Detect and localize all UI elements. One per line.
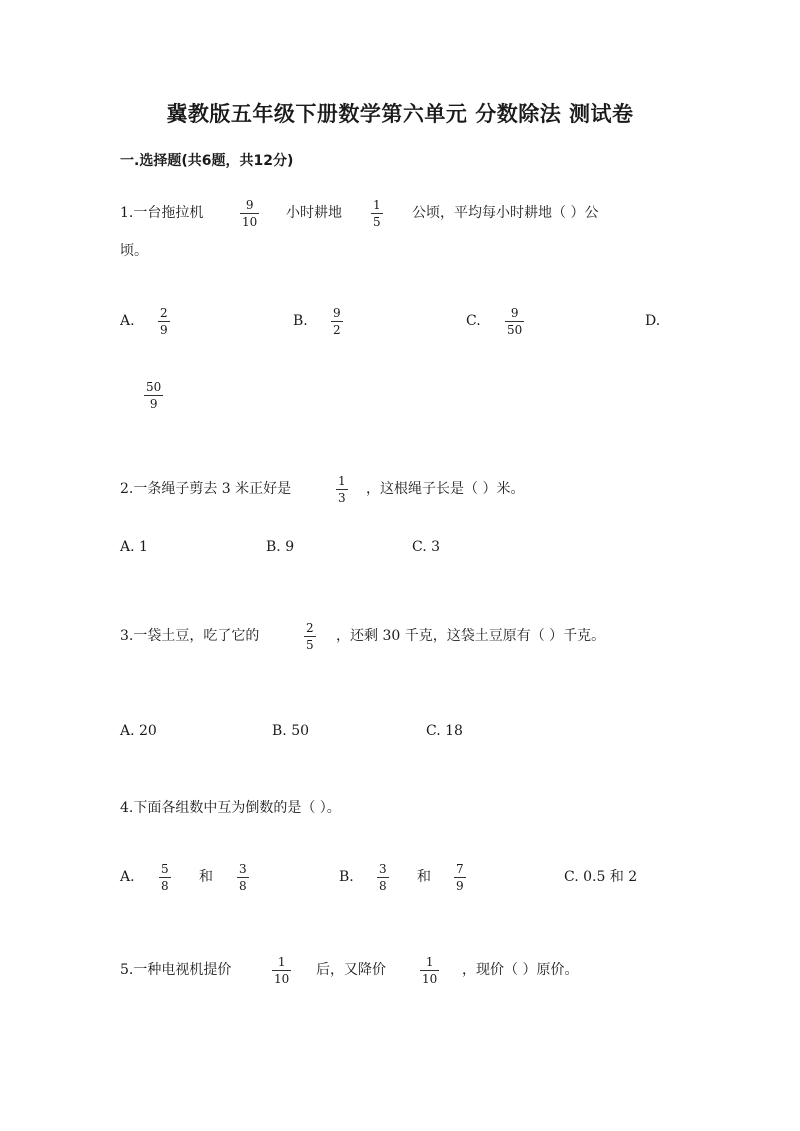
q5-fraction-1: 1 10 <box>274 955 290 986</box>
q2-text-2: ，这根绳子长是（ ）米。 <box>366 481 525 497</box>
q2-option-c: C. 3 <box>412 539 441 555</box>
q2-fraction-1: 1 3 <box>338 474 346 505</box>
q4-option-a-and: 和 <box>199 869 213 885</box>
q1-option-d-label: D. <box>645 313 661 329</box>
q2-option-a: A. 1 <box>120 539 148 555</box>
q1-option-b-fraction: 9 2 <box>333 306 341 337</box>
q1-option-d-fraction: 50 9 <box>146 380 162 411</box>
q5-text-2: 后，又降价 <box>316 962 386 978</box>
q1-text-1: 1.一台拖拉机 <box>120 205 204 221</box>
q2-text-1: 2.一条绳子剪去 3 米正好是 <box>120 481 292 497</box>
q4-option-a-fraction-2: 3 8 <box>239 862 247 893</box>
q3-option-a: A. 20 <box>120 723 157 739</box>
q3-fraction-1: 2 5 <box>306 621 314 652</box>
q4-option-c: C. 0.5 和 2 <box>564 869 638 885</box>
q4-option-b-label: B. <box>339 869 354 885</box>
q5-fraction-2: 1 10 <box>422 955 438 986</box>
q1-text-3: 公顷，平均每小时耕地（ ）公 <box>412 205 599 221</box>
q1-option-a-fraction: 2 9 <box>160 306 168 337</box>
q4-option-b-and: 和 <box>417 869 431 885</box>
q1-text-4: 顷。 <box>120 243 148 259</box>
q4-option-a-fraction-1: 5 8 <box>161 862 169 893</box>
q4-option-b-fraction-1: 3 8 <box>379 862 387 893</box>
page-title: 冀教版五年级下册数学第六单元 分数除法 测试卷 <box>166 102 634 126</box>
q1-option-a-label: A. <box>120 313 135 329</box>
q5-text-3: ，现价（ ）原价。 <box>462 962 579 978</box>
q1-text-2: 小时耕地 <box>286 205 342 221</box>
section-heading: 一.选择题(共6题，共12分) <box>120 153 294 169</box>
q2-option-b: B. 9 <box>266 539 295 555</box>
q1-option-c-fraction: 9 50 <box>507 306 523 337</box>
q1-option-b-label: B. <box>293 313 308 329</box>
q1-option-c-label: C. <box>466 313 481 329</box>
q4-text-1: 4.下面各组数中互为倒数的是（ ）。 <box>120 800 341 816</box>
q3-option-c: C. 18 <box>426 723 463 739</box>
q3-text-2: ，还剩 30 千克，这袋土豆原有（ ）千克。 <box>336 628 606 644</box>
q1-fraction-1: 9 10 <box>242 198 258 229</box>
q3-option-b: B. 50 <box>272 723 310 739</box>
q4-option-a-label: A. <box>120 869 135 885</box>
q5-text-1: 5.一种电视机提价 <box>120 962 232 978</box>
q1-fraction-2: 1 5 <box>373 198 381 229</box>
q3-text-1: 3.一袋土豆，吃了它的 <box>120 628 260 644</box>
q4-option-b-fraction-2: 7 9 <box>456 862 464 893</box>
